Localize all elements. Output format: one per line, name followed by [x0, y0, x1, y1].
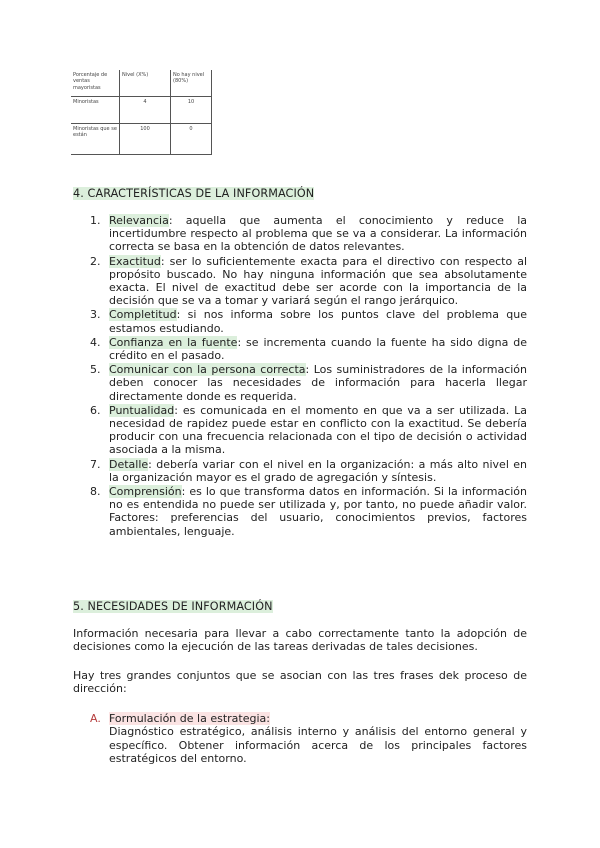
- table-cell: Porcentaje de ventas mayoristas: [71, 70, 120, 97]
- section-5-heading: 5. NECESIDADES DE INFORMACIÓN: [73, 600, 273, 613]
- table-cell: 4: [120, 97, 171, 124]
- table-header-row: [71, 70, 212, 97]
- list-item: 5. Comunicar con la persona correcta: Los suministradores de la información deben conocer las necesidades de información para hacerla llegar directamente donde es requerida.: [90, 363, 528, 403]
- list-item: 6. Puntualidad: es comunicada en el momento en que va a ser utilizada. La necesidad de rapidez puede estar en conflicto con la exactitud. Se debería producir con una frecuencia relacionada con el tipo de decisión o actividad asociada a la misma.: [90, 403, 527, 457]
- table-cell: 100: [120, 124, 171, 155]
- term: Exactitud: [109, 254, 161, 268]
- item-letter: A.: [90, 712, 101, 725]
- section-4-heading: 4. CARACTERÍSTICAS DE LA INFORMACIÓN: [73, 187, 315, 200]
- list-item: 1. Relevancia: aquella que aumenta el conocimiento y reduce la incertidumbre respecto al problema que se va a considerar. La información correcta se basa en la obtención de datos relevantes.: [90, 214, 527, 254]
- term: Confianza en la fuente: [109, 335, 238, 349]
- table-row: [71, 97, 212, 124]
- table-row: [71, 124, 212, 155]
- list-item: 4. Confianza en la fuente: se incrementa cuando la fuente ha sido digna de crédito en el pasado.: [90, 335, 527, 363]
- term: Comprensión: [109, 485, 182, 499]
- list-item: 7. Detalle: debería variar con el nivel en la organización: a más alto nivel en la organización mayor es el grado de agregación y síntesis.: [90, 457, 527, 484]
- table-cell: 0: [171, 124, 212, 155]
- term: Detalle: [109, 457, 149, 471]
- item-body: Diagnóstico estratégico, análisis interno y análisis del entorno general y específico. Obtener información acerca de los principales factores estratégicos del entorno.: [109, 725, 527, 766]
- table-cell: Minoristas: [71, 97, 120, 124]
- list-item: 3. Completitud: si nos informa sobre los puntos clave del problema que estamos estudiando.: [90, 308, 527, 335]
- item-title: Formulación de la estrategia:: [109, 712, 270, 725]
- list-item: 2. Exactitud: ser lo suficientemente exacta para el directivo con respecto al propósito buscado. No hay ninguna información que sea absolutamente exacta. El nivel de exactitud debe ser acorde con la importancia de la decisión que se va a tomar y variará según el rango jerárquico.: [90, 254, 527, 308]
- table-cell: Minoristas que se están: [71, 124, 120, 155]
- strategy-item: [90, 712, 527, 766]
- characteristics-list: [90, 214, 527, 539]
- list-item: 8. Comprensión: es lo que transforma datos en información. Si la información no es entendida no puede ser utilizada y, por tanto, no puede añadir valor. Factores: preferencias del usuario, conocimientos previos, factores ambientales, lenguaje.: [90, 485, 527, 538]
- table-cell: Nivel (X%): [120, 70, 171, 97]
- term: Comunicar con la persona correcta: [109, 363, 306, 377]
- table-cell: 10: [171, 97, 212, 124]
- paragraph: Información necesaria para llevar a cabo correctamente tanto la adopción de decisiones como la ejecución de las tareas derivadas de tales decisiones.: [73, 627, 527, 654]
- paragraph: Hay tres grandes conjuntos que se asocian con las tres frases dek proceso de dirección:: [73, 669, 527, 696]
- term: Relevancia: [109, 214, 169, 227]
- sales-table: [71, 70, 212, 155]
- term: Puntualidad: [109, 403, 175, 417]
- table-cell: No hay nivel (80%): [171, 70, 212, 97]
- term: Completitud: [109, 308, 177, 322]
